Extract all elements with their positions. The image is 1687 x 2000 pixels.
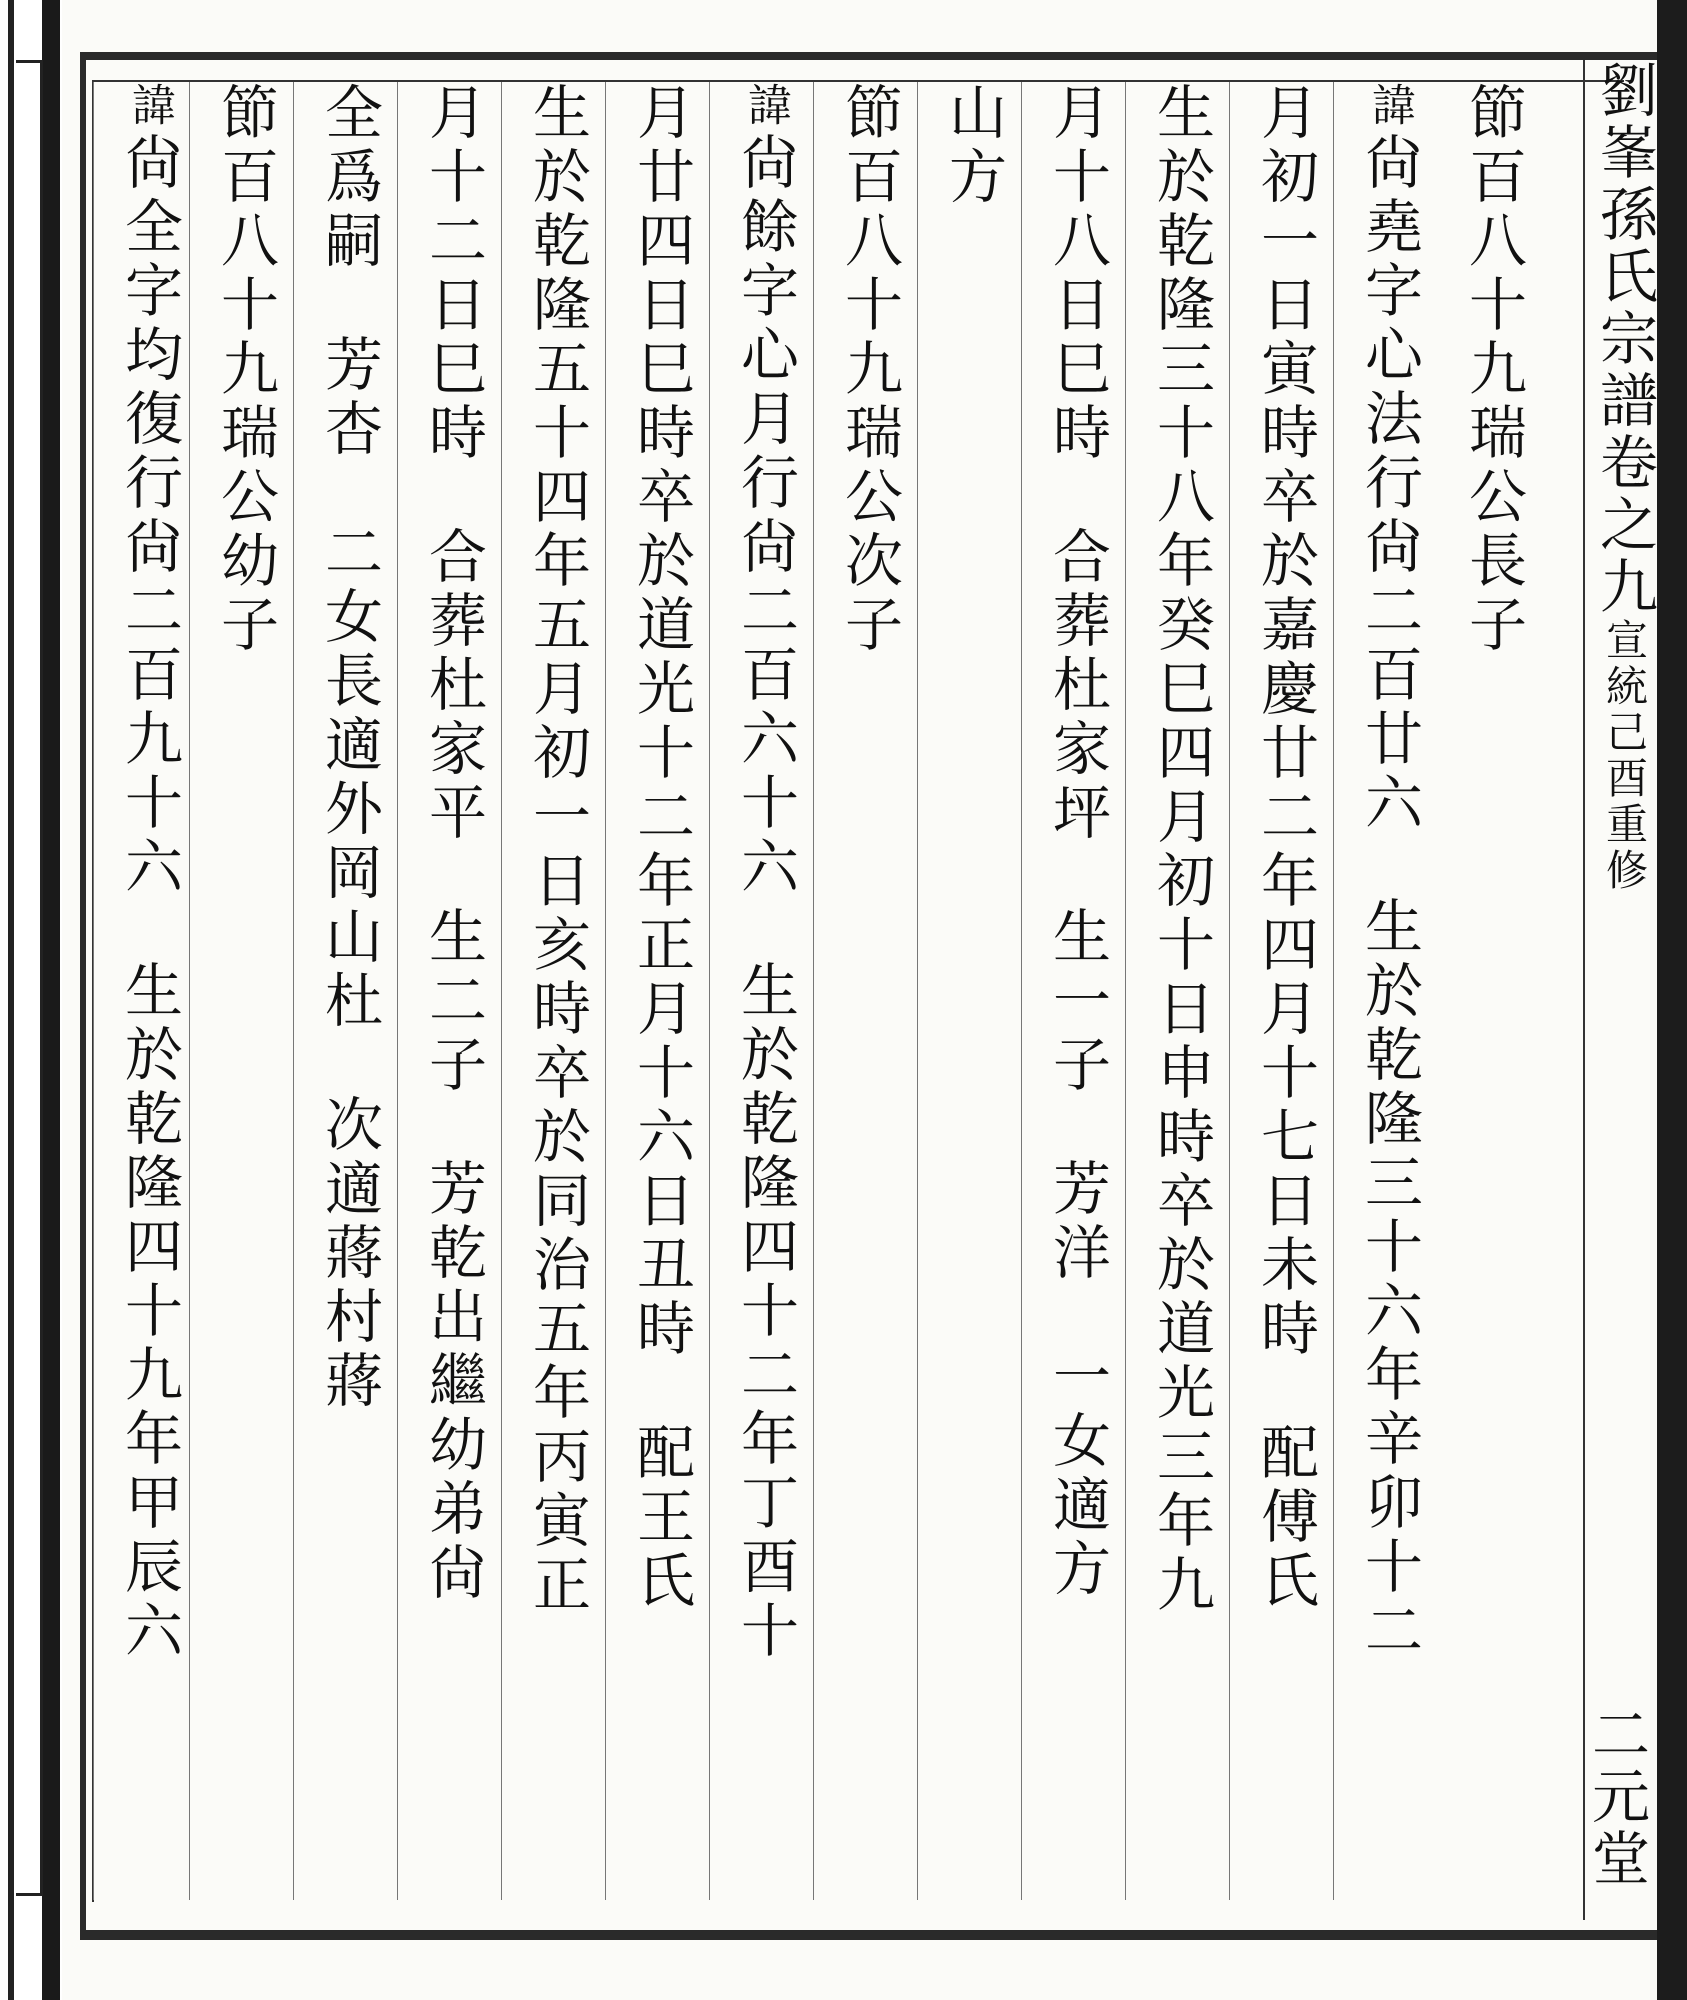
text-column-12 [293,82,383,1900]
column-6-text-1: 山方 [939,82,1007,210]
text-body [92,82,1618,1900]
column-14-text-3: 生於乾隆四十九年甲辰六 [115,960,183,1664]
spine-page-number: 二元堂 [1582,1704,1650,1890]
column-11-text-4: 芳乾出繼幼弟尙 [419,1158,487,1606]
text-column-14 [93,82,183,1900]
spine-title: 劉峯孫氏宗譜 [1590,60,1658,432]
column-11-text-1: 月十二日巳時 [419,82,487,466]
text-column-5 [1021,82,1111,1900]
text-column-7 [813,82,903,1900]
spine-edition: 宣統己酉重修 [1600,618,1649,894]
spine-volume: 卷之九 [1590,432,1658,618]
column-1-text-1: 節百八十九瑞公長子 [1459,82,1527,658]
text-column-13 [189,82,279,1900]
column-14-text-1: 諱 [124,82,175,132]
text-column-2 [1333,82,1423,1900]
left-page-edge [0,0,62,2000]
column-3-text-2: 配傅氏 [1251,1422,1319,1614]
column-14-text-2: 尙全字均復行尙二百九十六 [115,132,183,900]
column-11-text-3: 生二子 [419,906,487,1098]
column-3-text-1: 月初一日寅時卒於嘉慶廿二年四月十七日未時 [1251,82,1319,1362]
column-5-text-2: 合葬杜家坪 [1043,526,1111,846]
text-column-1 [1438,82,1527,1900]
column-4-text-1: 生於乾隆三十八年癸巳四月初十日申時卒於道光三年九 [1147,82,1215,1618]
text-column-8 [709,82,799,1900]
column-9-text-1: 月廿四日巳時卒於道光十二年正月十六日丑時 [627,82,695,1362]
column-2-text-2: 尙堯字心法行尙二百廿六 [1355,132,1423,836]
column-2-text-3: 生於乾隆三十六年辛卯十二 [1355,896,1423,1664]
column-12-text-2: 芳杏 [315,334,383,462]
text-column-11 [397,82,487,1900]
text-column-3 [1229,82,1319,1900]
column-8-text-2: 尙餘字心月行尙二百六十六 [731,132,799,900]
column-12-text-3: 二女長適外岡山杜 [315,522,383,1034]
column-7-text-1: 節百八十九瑞公次子 [835,82,903,658]
column-12-text-4: 次適蔣村蔣 [315,1094,383,1414]
column-5-text-1: 月十八日巳時 [1043,82,1111,466]
right-page-edge [1657,0,1687,2000]
text-column-4 [1125,82,1215,1900]
column-8-text-3: 生於乾隆四十二年丁酉十 [731,960,799,1664]
column-11-text-2: 合葬杜家平 [419,526,487,846]
column-12-text-1: 全爲嗣 [315,82,383,274]
text-column-6 [917,82,1007,1900]
column-10-text-1: 生於乾隆五十四年五月初一日亥時卒於同治五年丙寅正 [523,82,591,1618]
column-5-text-4: 芳洋 [1043,1158,1111,1286]
column-8-text-1: 諱 [740,82,791,132]
text-column-10 [501,82,591,1900]
column-2-text-1: 諱 [1364,82,1415,132]
text-column-9 [605,82,695,1900]
column-13-text-1: 節百八十九瑞公幼子 [211,82,279,658]
column-5-text-5: 一女適方 [1043,1346,1111,1602]
column-5-text-3: 生一子 [1043,906,1111,1098]
column-9-text-2: 配王氏 [627,1422,695,1614]
